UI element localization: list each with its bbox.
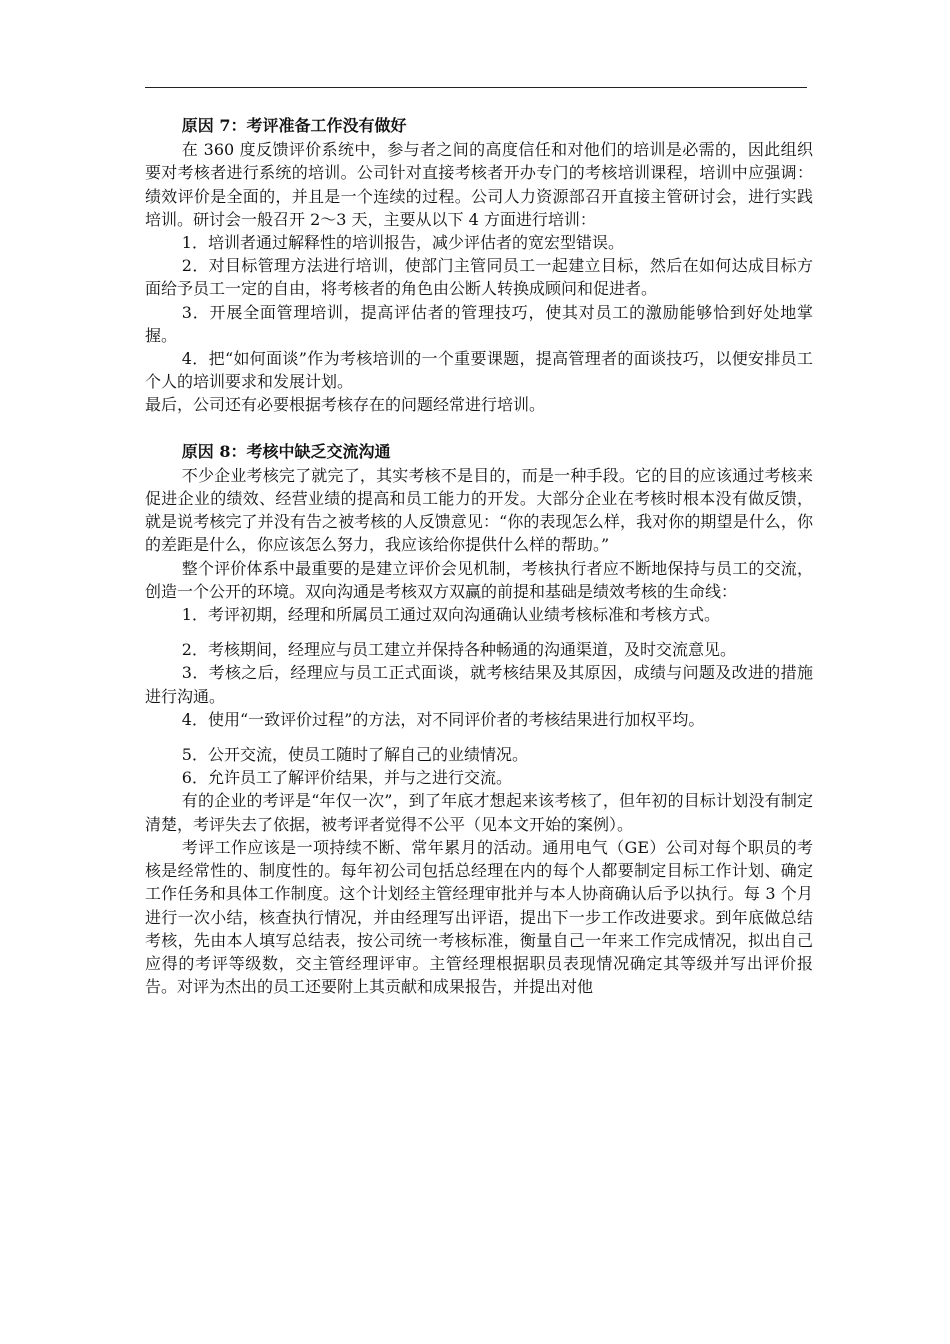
paragraph-spacer	[145, 626, 813, 638]
section-8-paragraph-2: 整个评价体系中最重要的是建立评价会见机制，考核执行者应不断地保持与员工的交流，创造一个公开的环境。双向沟通是考核双方双赢的前提和基础是绩效考核的生命线：	[145, 558, 813, 601]
paragraph-spacer	[145, 731, 813, 743]
section-8-list-item-6: 6．允许员工了解评价结果，并与之进行交流。	[181, 768, 512, 788]
section-7-list-item-2: 2．对目标管理方法进行培训，使部门主管同员工一起建立目标，然后在如何达成目标方面给予员工一定的自由，将考核者的角色由公断人转换成顾问和促进者。	[145, 256, 813, 299]
section-8-heading: 原因 8：考核中缺乏交流沟通	[181, 441, 391, 461]
section-8-list-item-4: 4．使用“一致评价过程”的方法，对不同评价者的考核结果进行加权平均。	[181, 709, 705, 729]
header-rule	[145, 87, 807, 88]
section-7-intro-paragraph: 在 360 度反馈评价系统中，参与者之间的高度信任和对他们的培训是必需的，因此组织要对考核者进行系统的培训。公司针对直接考核者开办专门的考核培训课程，培训中应强调：绩效评价是全面的，并且是一个连续的过程。公司人力资源部召开直接主管研讨会，进行实践培训。研讨会一般召开 2～3 天，主要从以下 4 方面进行培训：	[145, 140, 813, 229]
section-8-list-item-1: 1．考评初期，经理和所属员工通过双向沟通确认业绩考核标准和考核方式。	[181, 605, 720, 625]
section-7-list-item-4: 4．把“如何面谈”作为考核培训的一个重要课题，提高管理者的面谈技巧，以便安排员工个人的培训要求和发展计划。	[145, 349, 813, 392]
section-8-list-item-5: 5．公开交流，使员工随时了解自己的业绩情况。	[181, 745, 528, 765]
section-7-list-item-3: 3．开展全面管理培训，提高评估者的管理技巧，使其对员工的激励能够恰到好处地掌握。	[145, 302, 813, 345]
section-8-list-item-2: 2．考核期间，经理应与员工建立并保持各种畅通的沟通渠道，及时交流意见。	[181, 640, 736, 660]
section-8-paragraph-3: 有的企业的考评是“年仅一次”，到了年底才想起来该考核了，但年初的目标计划没有制定清楚，考评失去了依据，被考评者觉得不公平（见本文开始的案例）。	[145, 791, 813, 834]
section-spacer	[145, 417, 813, 440]
document-body	[145, 114, 813, 998]
section-7-heading: 原因 7：考评准备工作没有做好	[181, 116, 407, 135]
section-7-list-item-1: 1．培训者通过解释性的培训报告，减少评估者的宽宏型错误。	[181, 233, 624, 253]
section-8-paragraph-1: 不少企业考核完了就完了，其实考核不是目的，而是一种手段。它的目的应该通过考核来促进企业的绩效、经营业绩的提高和员工能力的开发。大部分企业在考核时根本没有做反馈，就是说考核完了并没有告之被考核的人反馈意见：“你的表现怎么样，我对你的期望是什么，你的差距是什么，你应该怎么努力，我应该给你提供什么样的帮助。”	[145, 465, 813, 555]
section-7-closing: 最后，公司还有必要根据考核存在的问题经常进行培训。	[145, 395, 546, 415]
section-8-list-item-3: 3．考核之后，经理应与员工正式面谈，就考核结果及其原因，成绩与问题及改进的措施进行沟通。	[145, 663, 813, 706]
section-8-paragraph-4: 考评工作应该是一项持续不断、常年累月的活动。通用电气（GE）公司对每个职员的考核是经常性的、制度性的。每年初公司包括总经理在内的每个人都要制定目标工作计划、确定工作任务和具体工作制度。这个计划经主管经理审批并与本人协商确认后予以执行。每 3 个月进行一次小结，核查执行情况，并由经理写出评语，提出下一步工作改进要求。到年底做总结考核，先由本人填写总结表，按公司统一考核标准，衡量自己一年来工作完成情况，拟出自己应得的考评等级数，交主管经理评审。主管经理根据职员表现情况确定其等级并写出评价报告。对评为杰出的员工还要附上其贡献和成果报告，并提出对他	[145, 837, 813, 997]
